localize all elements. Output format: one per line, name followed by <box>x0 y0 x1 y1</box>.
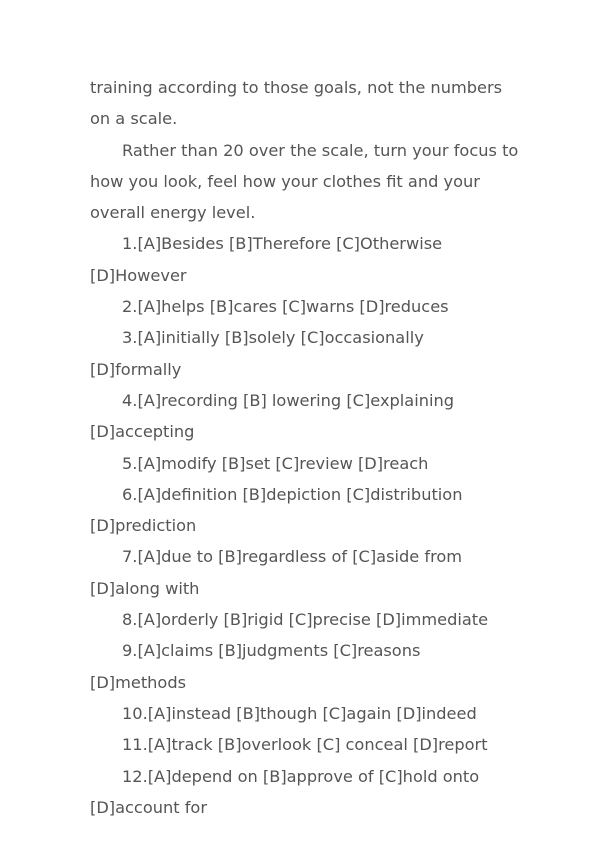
question-2-options: 2.[A]helps [B]cares [C]warns [D]reduces <box>122 297 449 317</box>
document-body <box>90 72 520 823</box>
question-10-options: 10.[A]instead [B]though [C]again [D]indeed <box>122 703 477 723</box>
question-12-options: 12.[A]depend on [B]approve of [C]hold onto [D]account for <box>90 766 480 817</box>
question-5-options: 5.[A]modify [B]set [C]review [D]reach <box>122 453 429 473</box>
question-4-options: 4.[A]recording [B] lowering [C]explaining [D]accepting <box>90 390 455 442</box>
question-3-options: 3.[A]initially [B]solely [C]occasionally [D]formally <box>90 328 424 379</box>
question-11-options: 11.[A]track [B]overlook [C] conceal [D]report <box>122 735 488 755</box>
question-1-options: 1.[A]Besides [B]Therefore [C]Otherwise [D]However <box>90 234 443 285</box>
question-6-options: 6.[A]definition [B]depiction [C]distribution [D]prediction <box>90 484 463 536</box>
paragraph-focus: Rather than 20 over the scale, turn your focus to how you look, feel how your clothes fit and your overall energy level. <box>90 140 519 223</box>
question-7-options: 7.[A]due to [B]regardless of [C]aside from [D]along with <box>90 547 463 598</box>
question-8-options: 8.[A]orderly [B]rigid [C]precise [D]immediate <box>122 610 489 630</box>
paragraph-continuation: training according to those goals, not the numbers on a scale. <box>90 78 503 129</box>
question-9-options: 9.[A]claims [B]judgments [C]reasons [D]methods <box>90 641 421 692</box>
